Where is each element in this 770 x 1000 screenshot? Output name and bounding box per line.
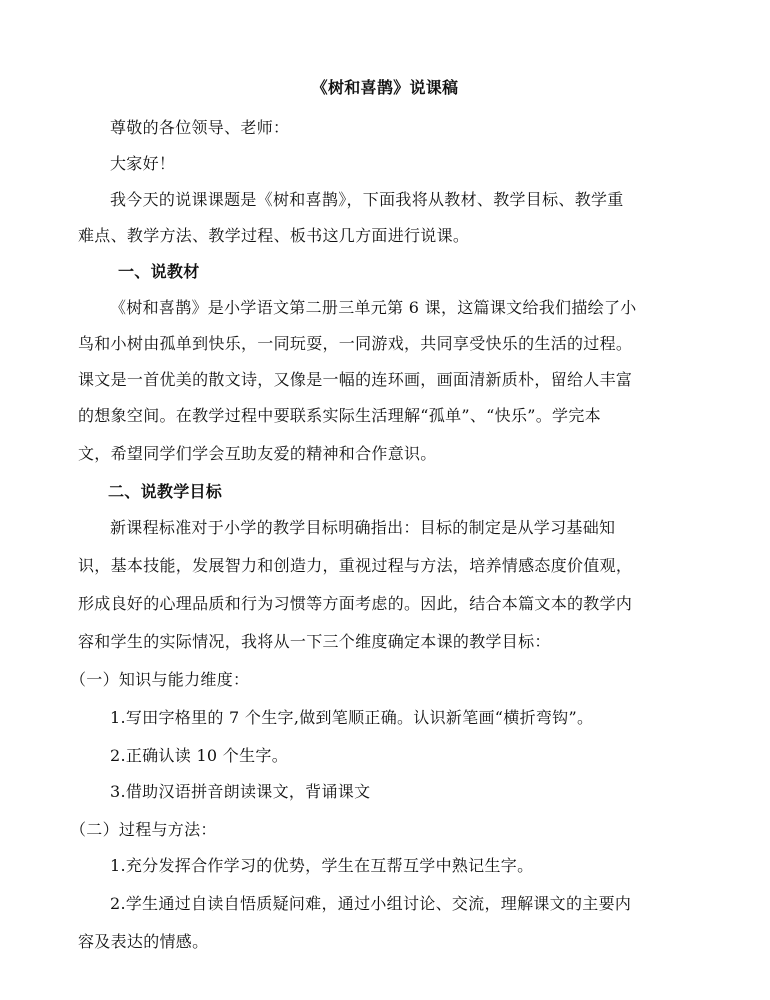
section1-heading: 一、说教材 xyxy=(118,262,200,281)
section2-line: 新课程标准对于小学的教学目标明确指出：目标的制定是从学习基础知 xyxy=(110,518,616,537)
section2-line: 容和学生的实际情况，我将从一下三个维度确定本课的教学目标： xyxy=(78,632,551,651)
list-item: 2.正确认读 10 个生字。 xyxy=(110,746,288,765)
subsection1-heading: （一）知识与能力维度： xyxy=(70,670,250,689)
section2-heading: 二、说教学目标 xyxy=(108,482,223,501)
list-item: 2.学生通过自读自悟质疑问难，通过小组讨论、交流，理解课文的主要内 xyxy=(110,894,632,913)
hello: 大家好！ xyxy=(110,154,176,173)
list-item: 3.借助汉语拼音朗读课文，背诵课文 xyxy=(110,782,371,801)
section1-line: 《树和喜鹊》是小学语文第二册三单元第 6 课，这篇课文给我们描绘了小 xyxy=(110,298,637,317)
section1-line: 课文是一首优美的散文诗，又像是一幅的连环画，画面清新质朴，留给人丰富 xyxy=(78,370,633,389)
subsection2-heading: （二）过程与方法： xyxy=(70,820,217,839)
intro-line-2: 难点、教学方法、教学过程、板书这几方面进行说课。 xyxy=(78,226,470,245)
list-item-continuation: 容及表达的情感。 xyxy=(78,932,209,951)
section1-line: 鸟和小树由孤单到快乐，一同玩耍，一同游戏，共同享受快乐的生活的过程。 xyxy=(78,334,633,353)
section2-line: 识，基本技能，发展智力和创造力，重视过程与方法，培养情感态度价值观， xyxy=(78,556,633,575)
section2-line: 形成良好的心理品质和行为习惯等方面考虑的。因此，结合本篇文本的教学内 xyxy=(78,594,633,613)
list-item: 1.写田字格里的 7 个生字,做到笔顺正确。认识新笔画“横折弯钩”。 xyxy=(110,708,594,727)
intro-line-1: 我今天的说课课题是《树和喜鹊》，下面我将从教材、教学目标、教学重 xyxy=(110,190,624,209)
section1-line: 文，希望同学们学会互助友爱的精神和合作意识。 xyxy=(78,444,437,463)
section1-line: 的想象空间。在教学过程中要联系实际生活理解“孤单”、“快乐”。学完本 xyxy=(78,406,601,425)
document-title: 《树和喜鹊》说课稿 xyxy=(311,78,459,97)
list-item: 1.充分发挥合作学习的优势，学生在互帮互学中熟记生字。 xyxy=(110,856,534,875)
greeting: 尊敬的各位领导、老师： xyxy=(110,118,290,137)
